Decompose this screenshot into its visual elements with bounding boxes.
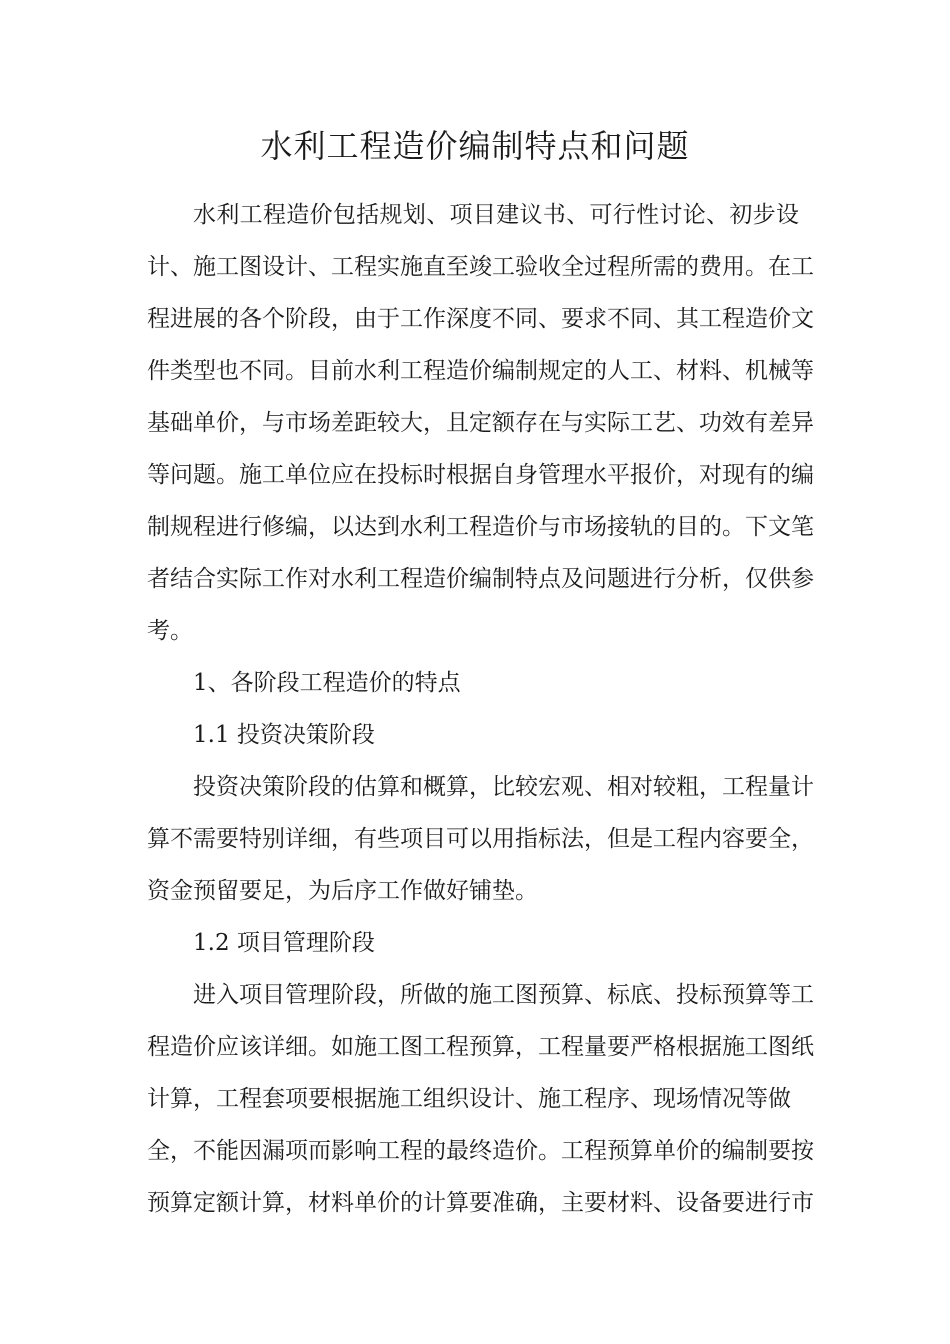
paragraph-line: 计算，工程套项要根据施工组织设计、施工程序、现场情况等做 (147, 1086, 791, 1112)
document-body (147, 189, 814, 1229)
paragraph-line: 考。 (147, 618, 193, 644)
document-title: 水利工程造价编制特点和问题 (260, 127, 690, 165)
paragraph-line: 计、施工图设计、工程实施直至竣工验收全过程所需的费用。在工 (147, 254, 814, 280)
paragraph-line: 程造价应该详细。如施工图工程预算，工程量要严格根据施工图纸 (147, 1034, 814, 1060)
paragraph-line: 资金预留要足，为后序工作做好铺垫。 (147, 878, 538, 904)
paragraph-line: 等问题。施工单位应在投标时根据自身管理水平报价，对现有的编 (147, 462, 814, 488)
paragraph-line: 投资决策阶段的估算和概算，比较宏观、相对较粗，工程量计 (193, 774, 814, 800)
paragraph-line: 算不需要特别详细，有些项目可以用指标法，但是工程内容要全， (147, 826, 814, 852)
subsection-heading: 1.1 投资决策阶段 (193, 722, 375, 748)
paragraph-line: 基础单价，与市场差距较大，且定额存在与实际工艺、功效有差异 (147, 410, 814, 436)
paragraph-line: 水利工程造价包括规划、项目建议书、可行性讨论、初步设 (193, 202, 799, 228)
paragraph-line: 全，不能因漏项而影响工程的最终造价。工程预算单价的编制要按 (147, 1138, 814, 1164)
paragraph-line: 程进展的各个阶段，由于工作深度不同、要求不同、其工程造价文 (147, 306, 814, 332)
paragraph-line: 预算定额计算，材料单价的计算要准确，主要材料、设备要进行市 (147, 1190, 814, 1216)
paragraph-line: 者结合实际工作对水利工程造价编制特点及问题进行分析，仅供参 (147, 566, 814, 592)
section-heading: 1、各阶段工程造价的特点 (193, 670, 461, 696)
paragraph-line: 件类型也不同。目前水利工程造价编制规定的人工、材料、机械等 (147, 358, 814, 384)
subsection-heading: 1.2 项目管理阶段 (193, 930, 375, 956)
paragraph-line: 制规程进行修编，以达到水利工程造价与市场接轨的目的。下文笔 (147, 514, 814, 540)
paragraph-line: 进入项目管理阶段，所做的施工图预算、标底、投标预算等工 (193, 982, 814, 1008)
